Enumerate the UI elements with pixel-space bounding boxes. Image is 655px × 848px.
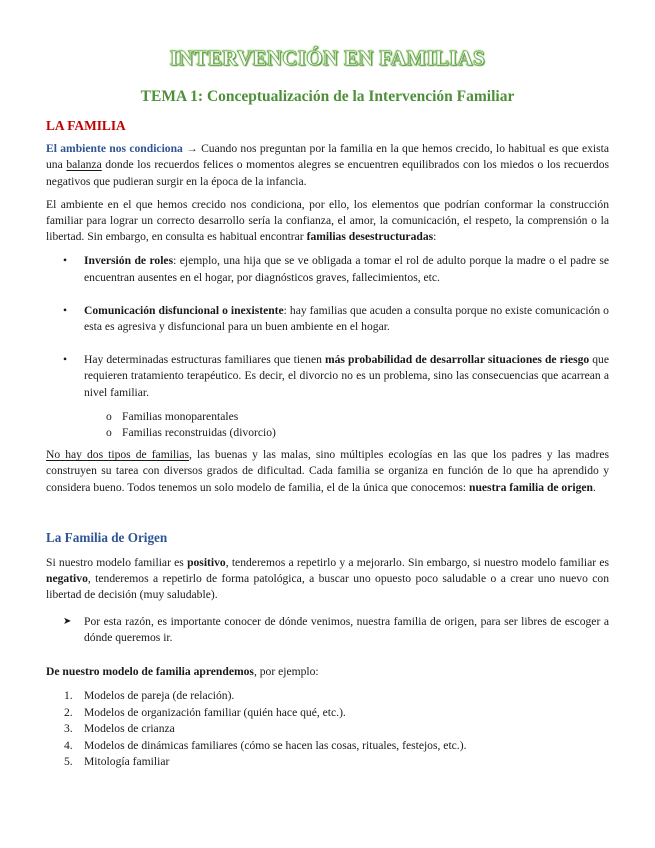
- list-item: [46, 705, 609, 721]
- list-item: [46, 303, 609, 335]
- bold-term: De nuestro modelo de familia aprendemos: [46, 665, 254, 679]
- underlined-term: No hay dos tipos de familias: [46, 448, 190, 462]
- arrow-bullet-icon: ➤: [63, 615, 72, 627]
- list-item: [46, 253, 609, 285]
- list-item: [46, 614, 609, 646]
- paragraph-modelo: [46, 555, 609, 604]
- list-number: 2.: [64, 705, 73, 719]
- list-item: [46, 754, 609, 770]
- list-item: [46, 688, 609, 704]
- sub-list-item: [46, 409, 609, 425]
- list-item-text: Modelos de organización familiar (quién hace qué, etc.).: [84, 705, 346, 719]
- arrow-symbol: →: [182, 142, 202, 156]
- paragraph-construccion: [46, 197, 609, 246]
- paragraph-text: , tenderemos a repetirlo y a mejorarlo. Sin embargo, si nuestro modelo familiar es: [225, 556, 610, 570]
- bold-term: más probabilidad de desarrollar situaciones de riesgo: [324, 353, 590, 367]
- document-body: [46, 118, 609, 770]
- sub-list-item-text: Familias reconstruidas (divorcio): [122, 426, 276, 440]
- paragraph-text: .: [593, 480, 596, 494]
- list-number: 1.: [64, 689, 73, 703]
- list-item-text: Por esta razón, es importante conocer de dónde venimos, nuestra familia de origen, para ser libres de escoger a dónde queremos ir.: [84, 614, 609, 644]
- list-number: 4.: [64, 738, 73, 752]
- paragraph-text: :: [433, 230, 437, 244]
- circle-bullet-icon: o: [106, 426, 112, 440]
- paragraph-text: El ambiente en el que hemos crecido nos condiciona, por ello, los elementos que podrían conformar la construcción familiar para lograr un correcto desarrollo sería la confianza, el amor, la comunicación, el respeto, la comprensión o la libertad. Sin embargo, en consulta es habitual encontrar: [46, 197, 609, 244]
- sub-list-item: [46, 425, 609, 441]
- paragraph-tipos-familias: [46, 447, 609, 496]
- bold-term: Inversión de roles: [84, 254, 174, 268]
- list-number: 3.: [64, 722, 73, 736]
- list-number: 5.: [64, 754, 73, 768]
- paragraph-text: , las buenas y las malas, sino múltiples ecologías en las que los padres y las madres construyen su tarea con diversos grados de dificultad. Cada familia se organiza en función de lo que ha aprendido y considera bueno. Todos tenemos un solo modelo de familia, el de la única que conocemos:: [46, 448, 610, 494]
- bold-term: Comunicación disfuncional o inexistente: [84, 303, 284, 317]
- bold-term: positivo: [187, 556, 226, 570]
- paragraph-ambiente: [46, 141, 609, 190]
- bold-term: familias desestructuradas: [306, 230, 434, 244]
- list-item-text: Modelos de crianza: [84, 722, 175, 736]
- list-item-text: que requieren tratamiento terapéutico. Es decir, el divorcio no es un problema, sino las consecuencias que acarrean a nivel familiar.: [84, 353, 609, 399]
- list-item-text: Mitología familiar: [84, 754, 170, 768]
- paragraph-text: Si nuestro modelo familiar es: [46, 556, 188, 570]
- section-heading-familia: LA FAMILIA: [46, 118, 126, 133]
- circle-bullet-icon: o: [106, 409, 112, 423]
- document-title: INTERVENCIÓN EN FAMILIAS: [169, 46, 486, 70]
- numbered-list-modelos: [46, 688, 609, 770]
- paragraph-text: , tenderemos a repetirlo de forma patológica, a buscar uno opuesto poco saludable o a crear uno nuevo con libertad de decisión (muy saludable).: [46, 572, 609, 602]
- document-subtitle: TEMA 1: Conceptualización de la Intervención Familiar: [140, 88, 515, 105]
- list-item: [46, 738, 609, 754]
- paragraph-lead: El ambiente nos condiciona: [46, 142, 183, 156]
- bullet-list-desestructuradas: [46, 253, 609, 400]
- paragraph-text: Cuando nos preguntan por la familia en la que hemos crecido, lo habitual es que exista una: [46, 142, 610, 172]
- underlined-term: balanza: [66, 158, 102, 172]
- list-item: [46, 352, 609, 401]
- sub-list-estructuras: [46, 409, 609, 441]
- list-item: [46, 721, 609, 737]
- list-item-text: Modelos de dinámicas familiares (cómo se hacen las cosas, rituales, festejos, etc.).: [84, 738, 467, 752]
- section-heading-origen: La Familia de Origen: [46, 529, 168, 545]
- paragraph-aprendemos: [46, 664, 609, 680]
- list-item-text: Hay determinadas estructuras familiares que tienen: [84, 353, 325, 367]
- list-item-text: : hay familias que acuden a consulta porque no existe comunicación o esta es agresiva y disfuncional para un buen ambiente en el hogar.: [84, 303, 609, 334]
- bullet-icon: •: [63, 303, 68, 317]
- bullet-icon: •: [63, 254, 68, 268]
- arrow-list: [46, 614, 609, 646]
- paragraph-text: , por ejemplo:: [253, 665, 319, 679]
- list-item-text: Modelos de pareja (de relación).: [84, 689, 235, 703]
- sub-list-item-text: Familias monoparentales: [122, 409, 239, 423]
- list-item-text: : ejemplo, una hija que se ve obligada a tomar el rol de adulto porque la madre o el padre se encuentran ausentes en el hogar, por diagnósticos graves, fallecimientos, etc.: [84, 254, 609, 284]
- bullet-icon: •: [63, 353, 68, 367]
- bold-term: nuestra familia de origen: [469, 480, 593, 494]
- bold-term: negativo: [46, 572, 88, 586]
- paragraph-text: donde los recuerdos felices o momentos alegres se encuentren equilibrados con los miedos o los recuerdos negativos que pudieran surgir en la época de la infancia.: [46, 158, 609, 188]
